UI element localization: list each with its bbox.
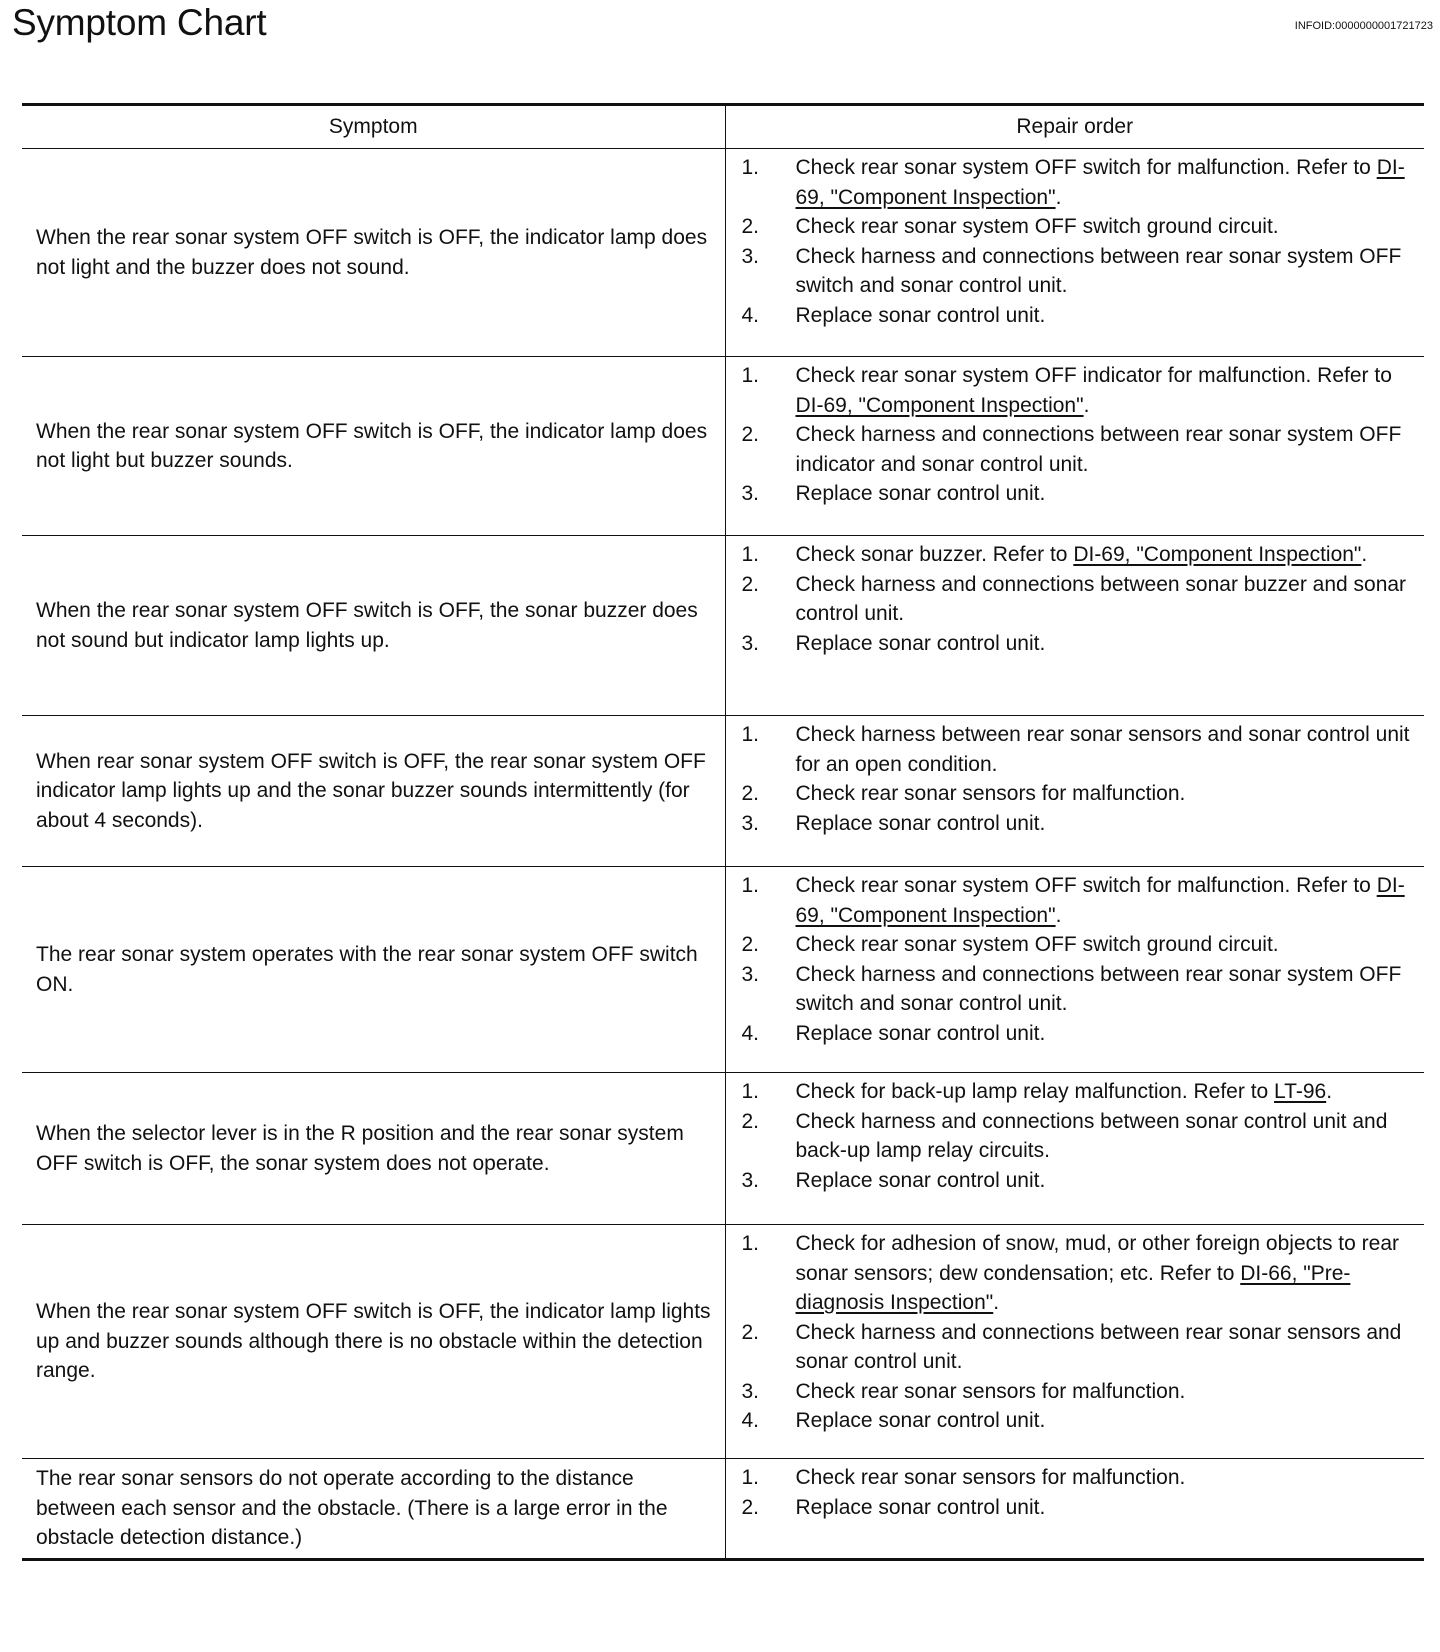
- repair-step: [726, 1406, 1411, 1436]
- step-text: Check rear sonar system OFF indicator for malfunction. Refer to: [795, 364, 1392, 387]
- step-text-block: [796, 1166, 1411, 1196]
- symptom-cell: When rear sonar system OFF switch is OFF, the rear sonar system OFF indicator lamp lights up and the sonar buzzer sounds intermittently (for about 4 seconds).: [22, 716, 725, 867]
- step-text: Replace sonar control unit.: [795, 811, 1046, 835]
- step-number: 3.: [741, 1168, 760, 1192]
- repair-step: [726, 930, 1411, 960]
- step-number: 3.: [741, 962, 760, 986]
- step-text: Check harness and connections between rear sonar system OFF switch and sonar control unit.: [795, 962, 1402, 1015]
- repair-step: [726, 1377, 1411, 1407]
- table-row: [22, 357, 1424, 536]
- table-row: [22, 536, 1424, 716]
- step-text-suffix: .: [1055, 903, 1062, 927]
- step-text-block: [796, 1019, 1411, 1049]
- info-id: INFOID:0000000001721723: [1294, 20, 1433, 32]
- repair-step: [726, 809, 1411, 839]
- repair-step: [726, 361, 1411, 420]
- step-text-block: [796, 1463, 1411, 1493]
- step-text: Check rear sonar sensors for malfunction.: [795, 1379, 1186, 1403]
- page-title: Symptom Chart: [12, 2, 267, 43]
- repair-steps-list: [726, 871, 1411, 1048]
- step-text-block: [796, 1077, 1411, 1107]
- repair-steps-list: [726, 540, 1411, 658]
- step-text: Check harness and connections between rear sonar system OFF indicator and sonar control unit.: [795, 423, 1402, 476]
- step-text: Check for back-up lamp relay malfunction. Refer to: [795, 1080, 1275, 1103]
- symptom-chart-table: [22, 103, 1424, 1561]
- step-number: 2.: [741, 572, 760, 596]
- repair-step: [726, 1019, 1411, 1049]
- repair-step: [726, 960, 1411, 1019]
- step-text-block: [796, 1377, 1411, 1407]
- reference-link[interactable]: DI-66, "Pre-diagnosis Inspection": [795, 1261, 1351, 1314]
- step-number: 1.: [741, 723, 760, 746]
- step-number: 1.: [741, 543, 760, 566]
- repair-step: [726, 1229, 1411, 1318]
- step-text: Check harness and connections between sonar control unit and back-up lamp relay circuits.: [795, 1109, 1388, 1162]
- repair-step: [726, 720, 1411, 779]
- symptom-cell: When the rear sonar system OFF switch is OFF, the indicator lamp lights up and buzzer sounds although there is no obstacle within the detection range.: [22, 1225, 725, 1459]
- step-text-block: [796, 570, 1411, 629]
- table-body: [22, 149, 1424, 1560]
- step-text: Check for adhesion of snow, mud, or other foreign objects to rear sonar sensors; dew condensation; etc. Refer to: [795, 1232, 1399, 1285]
- repair-step: [726, 242, 1411, 301]
- step-text-suffix: .: [1326, 1080, 1333, 1103]
- step-number: 4.: [741, 1409, 760, 1432]
- step-text-suffix: .: [1055, 185, 1062, 209]
- step-text-block: [796, 361, 1411, 420]
- repair-step: [726, 479, 1411, 509]
- symptom-cell: The rear sonar sensors do not operate according to the distance between each sensor and the obstacle. (There is a large error in the obstacle detection distance.): [22, 1459, 725, 1560]
- step-text-block: [796, 720, 1411, 779]
- step-number: 1.: [741, 874, 760, 897]
- step-number: 1.: [741, 1466, 760, 1489]
- repair-step: [726, 570, 1411, 629]
- table-row: [22, 716, 1424, 867]
- step-text: Check sonar buzzer. Refer to: [795, 543, 1074, 566]
- step-text: Check rear sonar system OFF switch ground circuit.: [795, 215, 1279, 238]
- step-text: Check rear sonar system OFF switch for malfunction. Refer to: [795, 874, 1377, 897]
- repair-step: [726, 153, 1411, 212]
- step-number: 2.: [741, 782, 760, 805]
- step-number: 2.: [741, 423, 760, 446]
- repair-order-cell: [725, 1459, 1424, 1560]
- reference-link[interactable]: DI-69, "Component Inspection": [795, 874, 1405, 927]
- step-number: 2.: [741, 933, 760, 956]
- table-row: [22, 1225, 1424, 1459]
- step-text: Replace sonar control unit.: [795, 1168, 1046, 1192]
- step-text-block: [796, 540, 1411, 570]
- step-text: Check rear sonar system OFF switch ground circuit.: [795, 933, 1279, 956]
- repair-step: [726, 1107, 1411, 1166]
- step-text: Replace sonar control unit.: [795, 631, 1046, 655]
- step-text-block: [796, 960, 1411, 1019]
- step-number: 1.: [741, 364, 760, 387]
- repair-steps-list: [726, 153, 1411, 330]
- step-text-block: [796, 1406, 1411, 1436]
- step-text-suffix: .: [1361, 543, 1368, 566]
- repair-step: [726, 779, 1411, 809]
- step-text: Check harness and connections between rear sonar system OFF switch and sonar control unit.: [795, 244, 1402, 297]
- step-text-block: [796, 301, 1411, 331]
- repair-step: [726, 629, 1411, 659]
- step-text: Check rear sonar sensors for malfunction.: [795, 782, 1186, 805]
- repair-step: [726, 212, 1411, 242]
- step-number: 4.: [741, 303, 760, 327]
- step-number: 1.: [741, 1080, 760, 1103]
- step-text-block: [796, 212, 1411, 242]
- reference-link[interactable]: DI-69, "Component Inspection": [795, 393, 1084, 417]
- step-text-block: [796, 930, 1411, 960]
- repair-step: [726, 1166, 1411, 1196]
- repair-step: [726, 301, 1411, 331]
- repair-order-cell: [725, 867, 1424, 1073]
- repair-order-cell: [725, 1225, 1424, 1459]
- step-text: Check harness and connections between sonar buzzer and sonar control unit.: [795, 572, 1407, 625]
- step-text: Replace sonar control unit.: [795, 1409, 1046, 1432]
- repair-step: [726, 420, 1411, 479]
- step-text-block: [796, 1107, 1411, 1166]
- step-text-block: [796, 1318, 1411, 1377]
- step-number: 3.: [741, 244, 760, 268]
- step-number: 3.: [741, 1379, 760, 1403]
- repair-order-cell: [725, 716, 1424, 867]
- step-number: 2.: [741, 1109, 760, 1133]
- repair-step: [726, 1077, 1411, 1107]
- symptom-cell: The rear sonar system operates with the rear sonar system OFF switch ON.: [22, 867, 725, 1073]
- step-text: Check rear sonar system OFF switch for malfunction. Refer to: [795, 156, 1377, 179]
- step-text-block: [796, 809, 1411, 839]
- step-text: Replace sonar control unit.: [795, 303, 1046, 327]
- step-text-block: [796, 1493, 1411, 1523]
- step-number: 3.: [741, 631, 760, 655]
- step-text-block: [796, 779, 1411, 809]
- step-number: 3.: [741, 811, 760, 835]
- table-row: [22, 867, 1424, 1073]
- reference-link[interactable]: DI-69, "Component Inspection": [1073, 543, 1362, 566]
- repair-order-cell: [725, 1073, 1424, 1225]
- step-number: 1.: [741, 156, 760, 179]
- step-text-suffix: .: [1083, 393, 1090, 417]
- repair-order-cell: [725, 149, 1424, 357]
- repair-order-cell: [725, 536, 1424, 716]
- step-text-block: [796, 242, 1411, 301]
- column-header-symptom: Symptom: [22, 105, 725, 149]
- repair-steps-list: [726, 1229, 1411, 1436]
- repair-steps-list: [726, 1077, 1411, 1195]
- repair-step: [726, 540, 1411, 570]
- reference-link[interactable]: DI-69, "Component Inspection": [795, 156, 1405, 209]
- symptom-cell: When the rear sonar system OFF switch is OFF, the indicator lamp does not light but buzzer sounds.: [22, 357, 725, 536]
- step-text-block: [796, 153, 1411, 212]
- repair-step: [726, 871, 1411, 930]
- step-number: 4.: [741, 1021, 760, 1045]
- step-text-block: [796, 871, 1411, 930]
- column-header-repair-order: Repair order: [725, 105, 1424, 149]
- table-row: [22, 149, 1424, 357]
- repair-step: [726, 1493, 1411, 1523]
- table-header-row: [22, 105, 1424, 149]
- step-number: 2.: [741, 1495, 760, 1519]
- repair-order-cell: [725, 357, 1424, 536]
- table-row: [22, 1073, 1424, 1225]
- step-text: Replace sonar control unit.: [795, 1495, 1046, 1519]
- step-text: Check rear sonar sensors for malfunction.: [795, 1466, 1186, 1489]
- symptom-cell: When the rear sonar system OFF switch is OFF, the indicator lamp does not light and the buzzer does not sound.: [22, 149, 725, 357]
- repair-step: [726, 1318, 1411, 1377]
- step-text-block: [796, 1229, 1411, 1318]
- repair-step: [726, 1463, 1411, 1493]
- table-row: [22, 1459, 1424, 1560]
- step-number: 2.: [741, 1320, 760, 1344]
- step-text: Check harness between rear sonar sensors and sonar control unit for an open condition.: [795, 723, 1410, 776]
- step-number: 1.: [741, 1232, 760, 1255]
- repair-steps-list: [726, 720, 1411, 838]
- reference-link[interactable]: LT-96: [1274, 1080, 1327, 1103]
- repair-steps-list: [726, 1463, 1411, 1522]
- symptom-cell: When the rear sonar system OFF switch is OFF, the sonar buzzer does not sound but indicator lamp lights up.: [22, 536, 725, 716]
- step-text-block: [796, 629, 1411, 659]
- step-number: 2.: [741, 215, 760, 238]
- step-text-suffix: .: [993, 1291, 1000, 1314]
- repair-steps-list: [726, 361, 1411, 509]
- symptom-cell: When the selector lever is in the R position and the rear sonar system OFF switch is OFF, the sonar system does not operate.: [22, 1073, 725, 1225]
- step-text: Replace sonar control unit.: [795, 1021, 1046, 1045]
- step-text-block: [796, 420, 1411, 479]
- step-number: 3.: [741, 482, 760, 505]
- step-text: Check harness and connections between rear sonar sensors and sonar control unit.: [795, 1320, 1402, 1373]
- step-text: Replace sonar control unit.: [795, 482, 1046, 505]
- step-text-block: [796, 479, 1411, 509]
